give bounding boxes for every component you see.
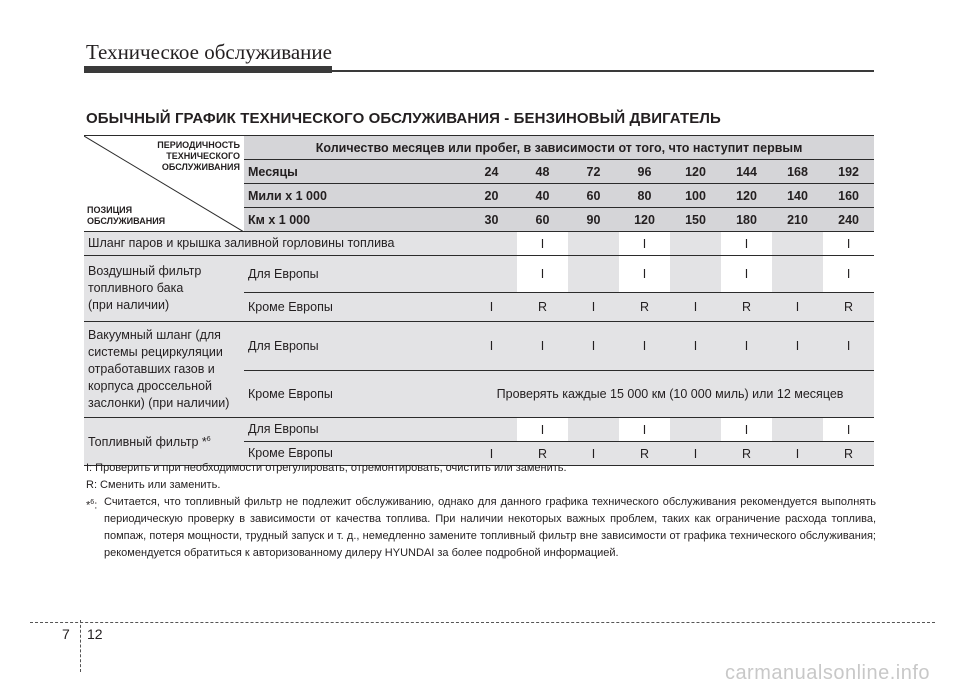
schedule-cell [568,256,619,293]
schedule-cell: I [517,322,568,371]
km-value: 180 [721,208,772,232]
schedule-cell: I [670,442,721,466]
schedule-cell: I [568,442,619,466]
schedule-cell [772,232,823,256]
footnote-mark: *$^6$: [86,499,98,512]
corner-diagonal-cell [84,136,244,232]
months-label: Месяцы [244,160,466,184]
schedule-cell: I [466,322,517,371]
schedule-cell [772,256,823,293]
region-label: Кроме Европы [244,293,466,322]
schedule-cell [568,418,619,442]
schedule-cell: I [517,232,568,256]
header-rule-thick [84,66,332,73]
miles-value: 20 [466,184,517,208]
miles-value: 80 [619,184,670,208]
corner-top-label: ПЕРИОДИЧНОСТЬ ТЕХНИЧЕСКОГО ОБСЛУЖИВАНИЯ [157,140,240,172]
months-value: 144 [721,160,772,184]
tank-filter-europe-row [84,256,874,293]
schedule-cell: I [619,418,670,442]
miles-value: 60 [568,184,619,208]
interval-header: Количество месяцев или пробег, в зависимости от того, что наступит первым [244,136,874,160]
fuel-filter-europe-row [84,418,874,442]
schedule-cell: I [823,232,874,256]
item-label-fuel-filter: Топливный фильтр *$^6$ [84,418,244,466]
schedule-cell [466,256,517,293]
km-value: 30 [466,208,517,232]
schedule-cell [670,418,721,442]
vacuum-hose-europe-row [84,322,874,371]
km-value: 120 [619,208,670,232]
months-value: 96 [619,160,670,184]
watermark: carmanualsonline.info [724,662,930,684]
schedule-cell: I [721,256,772,293]
km-label: Км x 1 000 [244,208,466,232]
schedule-cell: I [619,232,670,256]
item-label-vacuum-hose: Вакуумный шланг (для системы рециркуляции отработавших газов и корпуса дроссельной заслонки) (при наличии) [84,322,244,418]
km-value: 240 [823,208,874,232]
chapter-title: Техническое обслуживание [86,40,332,64]
section-title: ОБЫЧНЫЙ ГРАФИК ТЕХНИЧЕСКОГО ОБСЛУЖИВАНИЯ - БЕНЗИНОВЫЙ ДВИГАТЕЛЬ [86,110,721,127]
schedule-cell: I [721,418,772,442]
schedule-cell: I [772,442,823,466]
schedule-cell: R [517,442,568,466]
schedule-cell: I [823,418,874,442]
schedule-cell: R [721,293,772,322]
km-value: 60 [517,208,568,232]
page-number-separator [80,620,81,672]
km-value: 210 [772,208,823,232]
months-value: 72 [568,160,619,184]
schedule-cell: I [772,293,823,322]
fuel-vapor-hose-row [84,232,874,256]
schedule-cell: I [619,256,670,293]
km-value: 90 [568,208,619,232]
schedule-cell: I [772,322,823,371]
schedule-cell: R [823,442,874,466]
maintenance-schedule-table [84,135,874,466]
schedule-cell: R [823,293,874,322]
months-value: 192 [823,160,874,184]
schedule-cell: I [823,322,874,371]
header-rule-thin [332,70,874,72]
schedule-cell: I [568,293,619,322]
schedule-cell: I [721,322,772,371]
schedule-cell [466,232,517,256]
page-number: 12 [87,626,103,642]
miles-value: 40 [517,184,568,208]
region-label: Для Европы [244,256,466,293]
schedule-cell: I [670,322,721,371]
item-label-tank-filter: Воздушный фильтр топливного бака (при наличии) [84,256,244,322]
schedule-cell: I [823,256,874,293]
schedule-cell: I [466,293,517,322]
miles-value: 120 [721,184,772,208]
inspection-interval-note: Проверять каждые 15 000 км (10 000 миль) или 12 месяцев [466,371,874,418]
schedule-cell: I [517,418,568,442]
schedule-cell: I [568,322,619,371]
months-value: 48 [517,160,568,184]
schedule-cell: I [721,232,772,256]
schedule-cell: R [721,442,772,466]
months-value: 24 [466,160,517,184]
miles-label: Мили x 1 000 [244,184,466,208]
schedule-cell [772,418,823,442]
schedule-cell: R [619,442,670,466]
miles-value: 100 [670,184,721,208]
schedule-cell: R [517,293,568,322]
footnote-text: Считается, что топливный фильтр не подлежит обслуживанию, однако для данного графика технического обслуживания рекомендуется выполнять периодическую проверку в зависимости от качества топлива. При наличии некоторых важных проблем, таких как ограничение расхода топлива, помпаж, потеря мощности, трудный запуск и т. д., немедленно замените топливный фильтр вне зависимости от графика технического обслуживания; рекомендуется обратиться к авторизованному дилеру HYUNDAI за более подробной информацией. [104,496,876,559]
miles-value: 140 [772,184,823,208]
months-value: 168 [772,160,823,184]
corner-bottom-label: ПОЗИЦИЯ ОБСЛУЖИВАНИЯ [87,205,166,226]
schedule-cell [568,232,619,256]
schedule-cell [670,256,721,293]
footer-rule [30,622,935,623]
region-label: Кроме Европы [244,442,466,466]
schedule-cell: I [466,442,517,466]
schedule-cell: I [517,256,568,293]
region-label: Кроме Европы [244,371,466,418]
km-value: 150 [670,208,721,232]
schedule-cell: R [619,293,670,322]
chapter-number: 7 [62,626,70,642]
schedule-cell [670,232,721,256]
region-label: Для Европы [244,418,466,442]
footnote-fuel-filter [86,494,876,562]
schedule-cell: I [670,293,721,322]
schedule-cell: I [619,322,670,371]
legend-notes [86,460,876,562]
months-value: 120 [670,160,721,184]
schedule-cell [466,418,517,442]
item-label: Шланг паров и крышка заливной горловины топлива [84,232,466,256]
miles-value: 160 [823,184,874,208]
note-replace: R: Сменить или заменить. [86,479,221,491]
region-label: Для Европы [244,322,466,371]
note-inspect: I: Проверить и при необходимости отрегулировать, отремонтировать, очистить или заменить. [86,462,567,474]
